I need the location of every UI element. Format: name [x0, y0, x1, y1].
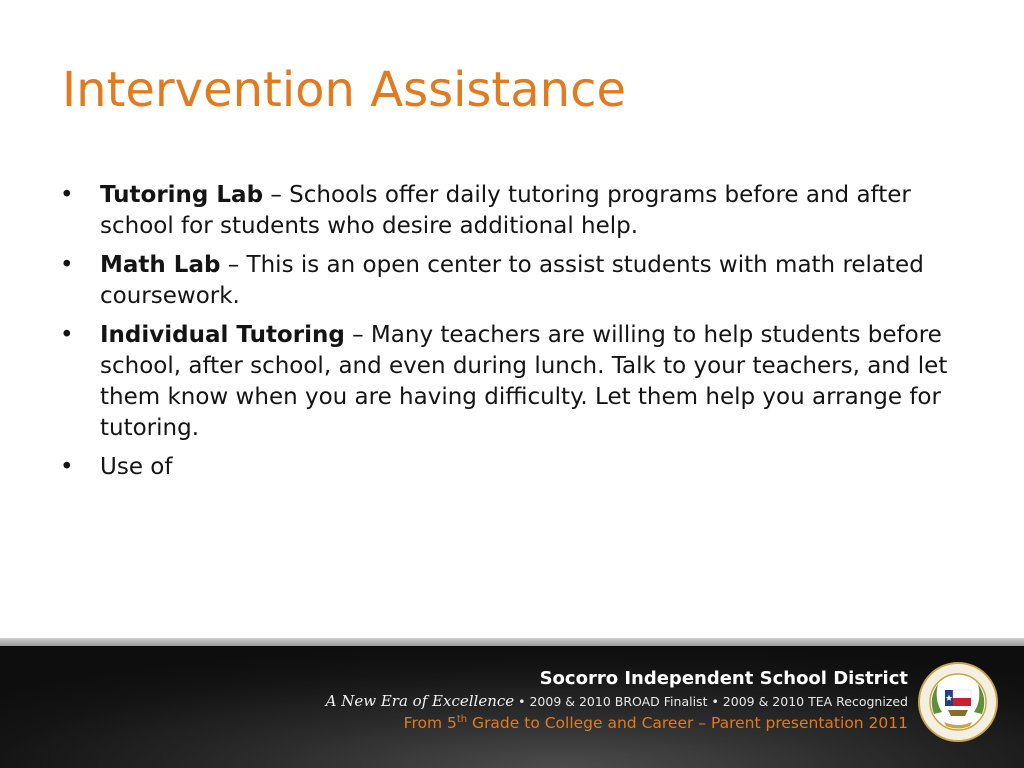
bullet-text: – Schools offer daily tutoring programs before and after school for students who desire additional help.	[100, 182, 911, 239]
district-seal-icon	[918, 662, 998, 742]
bullet-item-use-of	[58, 452, 973, 483]
slide-footer	[0, 638, 1024, 768]
bullet-item-individual-tutoring	[58, 320, 973, 444]
district-motto: A New Era of Excellence	[325, 692, 515, 710]
bullet-marker: •	[60, 252, 74, 278]
bullet-text: – Many teachers are willing to help students before school, after school, and even during lunch. Talk to your teachers, and let them know when you are having difficulty. Let them help you arrange for tutoring.	[100, 322, 948, 441]
bullet-term: Tutoring Lab	[100, 182, 264, 208]
texas-flag-icon	[945, 690, 971, 706]
bullet-term: Individual Tutoring	[100, 322, 345, 348]
bullet-item-math-lab	[58, 250, 973, 312]
bullet-text: – This is an open center to assist students with math related coursework.	[100, 252, 924, 309]
presentation-caption-superscript: th	[456, 714, 468, 725]
bullet-marker: •	[60, 454, 74, 480]
presentation-caption-end: Grade to College and Career – Parent presentation 2011	[467, 714, 908, 733]
presentation-caption-start: From 5	[403, 714, 457, 733]
bullet-term: Math Lab	[100, 252, 221, 278]
bullet-text: Use of	[100, 454, 173, 480]
bullet-marker: •	[60, 322, 74, 348]
bullet-marker: •	[60, 182, 74, 208]
district-name: Socorro Independent School District	[539, 668, 908, 689]
book-icon	[948, 710, 968, 716]
footer-divider	[0, 638, 1024, 646]
presentation-caption	[404, 714, 908, 732]
bullet-item-tutoring-lab	[58, 180, 973, 242]
slide-title: Intervention Assistance	[62, 62, 626, 118]
district-accolades: • 2009 & 2010 BROAD Finalist • 2009 & 2010 TEA Recognized	[514, 694, 908, 709]
district-tagline	[326, 692, 908, 710]
bullet-list	[58, 180, 973, 491]
